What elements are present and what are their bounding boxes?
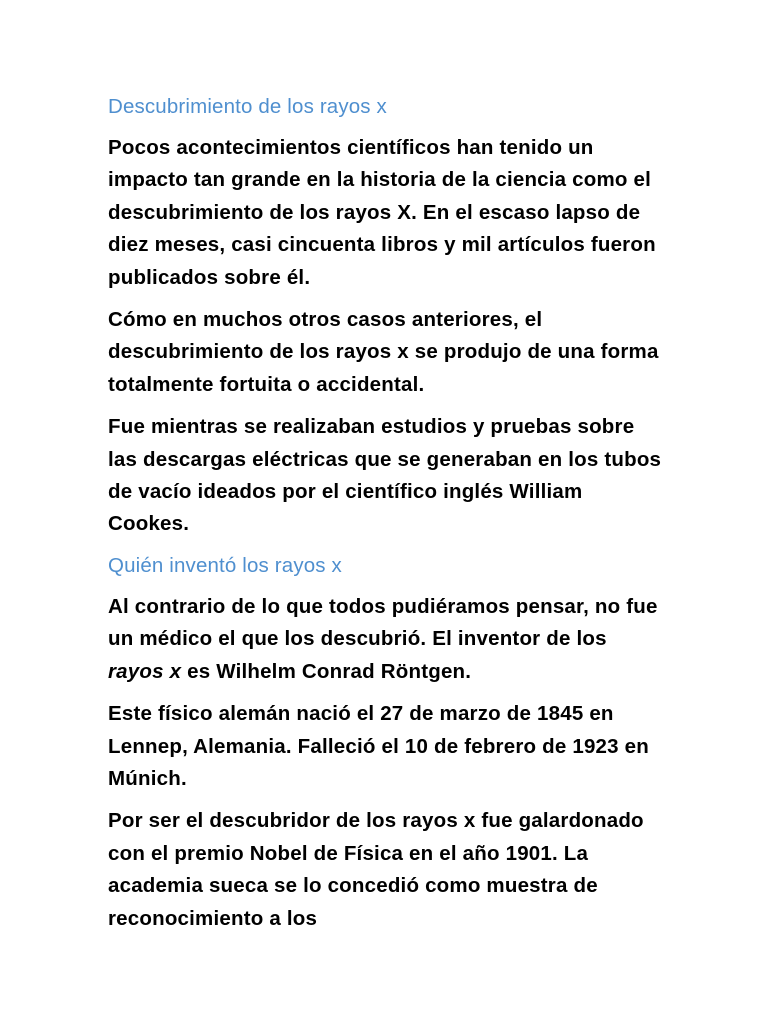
inventor-text-after: es Wilhelm Conrad Röntgen. xyxy=(181,659,472,683)
section-heading-discovery: Descubrimiento de los rayos x xyxy=(108,95,387,118)
paragraph-accidental: Cómo en muchos otros casos anteriores, el descubrimiento de los rayos x se produjo de una forma totalmente fortuita o accidental. xyxy=(108,308,659,396)
paragraph-inventor xyxy=(108,591,668,688)
paragraph-cathode-tubes: Fue mientras se realizaban estudios y pruebas sobre las descargas eléctricas que se generaban en los tubos de vacío ideados por el científico inglés William Cookes. xyxy=(108,415,662,536)
paragraph-intro: Pocos acontecimientos científicos han tenido un impacto tan grande en la historia de la ciencia como el descubrimiento de los rayos X. En el escaso lapso de diez meses, casi cincuenta libros y mil artículos fueron publicados sobre él. xyxy=(108,136,656,289)
inventor-text-before: Al contrario de lo que todos pudiéramos pensar, no fue un médico el que los descubrió. El inventor de los xyxy=(108,594,658,651)
document-page xyxy=(108,92,668,945)
paragraph-biography: Este físico alemán nació el 27 de marzo de 1845 en Lennep, Alemania. Falleció el 10 de febrero de 1923 en Múnich. xyxy=(108,702,649,790)
section-heading-inventor: Quién inventó los rayos x xyxy=(108,553,342,577)
inventor-text-emphasis: rayos x xyxy=(108,659,182,683)
paragraph-nobel: Por ser el descubridor de los rayos x fue galardonado con el premio Nobel de Física en el año 1901. La academia sueca se lo concedió como muestra de reconocimiento a los xyxy=(108,809,644,930)
